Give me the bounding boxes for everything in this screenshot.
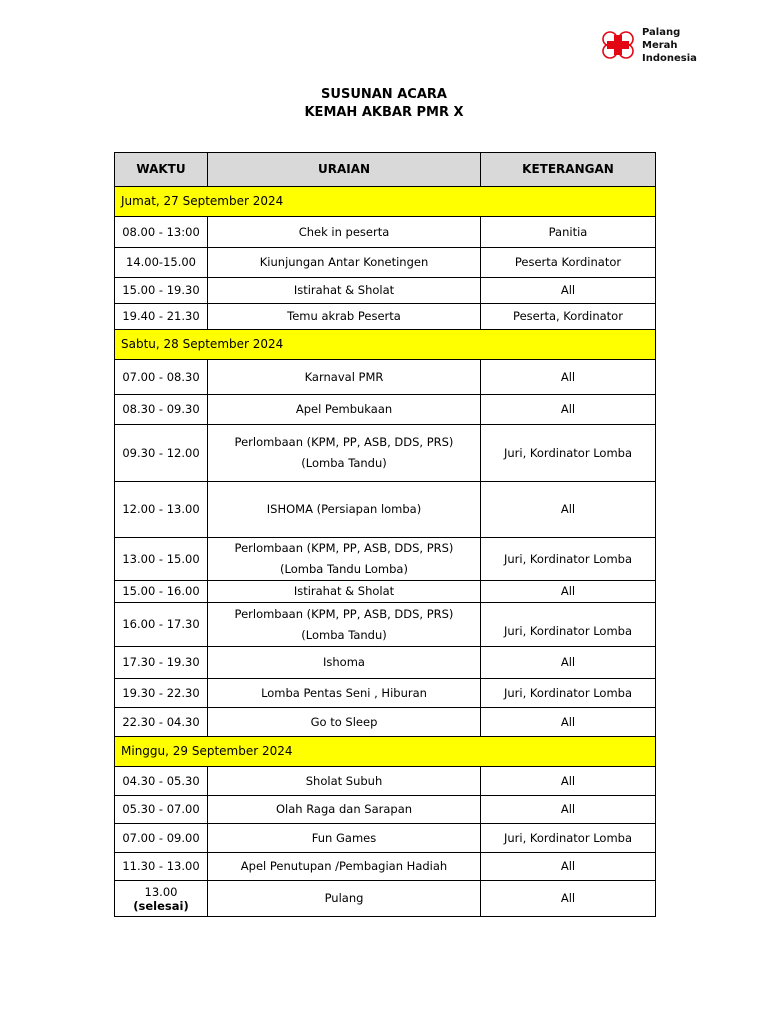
pmi-logo <box>598 26 708 66</box>
schedule-table <box>114 152 656 917</box>
row-note: All <box>481 767 656 796</box>
row-desc <box>208 425 481 482</box>
row-note: All <box>481 708 656 737</box>
row-time: 04.30 - 05.30 <box>115 767 208 796</box>
row-time: 12.00 - 13.00 <box>115 482 208 538</box>
row-desc: Karnaval PMR <box>208 360 481 395</box>
row-desc-line-2: (Lomba Tandu) <box>301 627 387 642</box>
logo-line-1: Palang <box>642 27 681 38</box>
row-time: 05.30 - 07.00 <box>115 796 208 824</box>
row-time: 19.40 - 21.30 <box>115 304 208 330</box>
logo-line-2: Merah <box>642 40 678 51</box>
row-note: Peserta, Kordinator <box>481 304 656 330</box>
row-desc: Sholat Subuh <box>208 767 481 796</box>
row-time-line-1: 13.00 <box>144 884 178 899</box>
row-desc <box>208 603 481 647</box>
row-desc: Pulang <box>208 881 481 917</box>
row-time: 14.00-15.00 <box>115 248 208 278</box>
row-time: 07.00 - 08.30 <box>115 360 208 395</box>
day-header: Jumat, 27 September 2024 <box>115 187 656 217</box>
row-note: All <box>481 853 656 881</box>
row-note: Juri, Kordinator Lomba <box>481 679 656 708</box>
row-note: All <box>481 278 656 304</box>
day-header: Sabtu, 28 September 2024 <box>115 330 656 360</box>
day-header: Minggu, 29 September 2024 <box>115 737 656 767</box>
row-time: 17.30 - 19.30 <box>115 647 208 679</box>
logo-line-3: Indonesia <box>642 53 697 64</box>
row-time: 19.30 - 22.30 <box>115 679 208 708</box>
row-time: 08.30 - 09.30 <box>115 395 208 425</box>
row-desc: Istirahat & Sholat <box>208 278 481 304</box>
row-note: All <box>481 482 656 538</box>
red-cross-icon <box>600 30 636 60</box>
row-desc-line-1: Perlombaan (KPM, PP, ASB, DDS, PRS) <box>234 541 454 555</box>
row-desc: Fun Games <box>208 824 481 853</box>
row-time-line-2: (selesai) <box>133 898 189 913</box>
row-desc-line-2: (Lomba Tandu Lomba) <box>280 562 408 576</box>
row-time: 15.00 - 16.00 <box>115 581 208 603</box>
row-time: 22.30 - 04.30 <box>115 708 208 737</box>
header-time: WAKTU <box>115 153 208 187</box>
row-time: 11.30 - 13.00 <box>115 853 208 881</box>
row-desc: Kiunjungan Antar Konetingen <box>208 248 481 278</box>
row-note: All <box>481 360 656 395</box>
row-desc: Chek in peserta <box>208 217 481 248</box>
row-note: All <box>481 796 656 824</box>
row-time: 16.00 - 17.30 <box>115 603 208 647</box>
row-desc: Istirahat & Sholat <box>208 581 481 603</box>
row-time: 09.30 - 12.00 <box>115 425 208 482</box>
row-note: Juri, Kordinator Lomba <box>481 538 656 581</box>
row-note: Juri, Kordinator Lomba <box>481 425 656 482</box>
row-desc <box>208 538 481 581</box>
row-note: Juri, Kordinator Lomba <box>481 603 656 647</box>
row-note: Panitia <box>481 217 656 248</box>
row-desc: Go to Sleep <box>208 708 481 737</box>
row-note: All <box>481 881 656 917</box>
row-note: Juri, Kordinator Lomba <box>481 824 656 853</box>
row-desc-line-1: Perlombaan (KPM, PP, ASB, DDS, PRS) <box>234 606 454 621</box>
row-desc-line-1: Perlombaan (KPM, PP, ASB, DDS, PRS) <box>234 435 454 449</box>
document-title: SUSUNAN ACARA <box>321 87 447 102</box>
header-note: KETERANGAN <box>481 153 656 187</box>
row-desc: Lomba Pentas Seni , Hiburan <box>208 679 481 708</box>
row-note: All <box>481 647 656 679</box>
row-time <box>115 881 208 917</box>
document-subtitle: KEMAH AKBAR PMR X <box>304 105 464 120</box>
row-desc: Temu akrab Peserta <box>208 304 481 330</box>
header-desc: URAIAN <box>208 153 481 187</box>
row-time: 08.00 - 13:00 <box>115 217 208 248</box>
row-note: All <box>481 581 656 603</box>
row-desc: Ishoma <box>208 647 481 679</box>
logo-text <box>642 26 697 65</box>
row-desc: Apel Pembukaan <box>208 395 481 425</box>
row-desc: Olah Raga dan Sarapan <box>208 796 481 824</box>
row-time: 15.00 - 19.30 <box>115 278 208 304</box>
row-note: Peserta Kordinator <box>481 248 656 278</box>
row-desc: Apel Penutupan /Pembagian Hadiah <box>208 853 481 881</box>
row-desc: ISHOMA (Persiapan lomba) <box>208 482 481 538</box>
row-desc-line-2: (Lomba Tandu) <box>301 456 387 470</box>
row-time: 07.00 - 09.00 <box>115 824 208 853</box>
row-note: All <box>481 395 656 425</box>
row-time: 13.00 - 15.00 <box>115 538 208 581</box>
